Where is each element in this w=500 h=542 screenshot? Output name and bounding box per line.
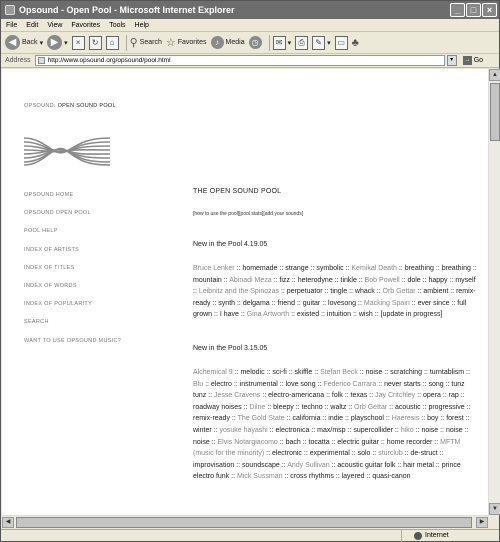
artist-link[interactable]: Andy Sullivan bbox=[287, 461, 330, 469]
title-link[interactable]: instrumental bbox=[239, 380, 278, 388]
artist-link[interactable]: Leibnitz and the Spinozas bbox=[198, 288, 280, 296]
artist-link[interactable]: Federico Carrara bbox=[323, 380, 377, 388]
title-link[interactable]: home recorder bbox=[386, 438, 433, 446]
title-link[interactable]: california bbox=[292, 415, 321, 423]
title-link[interactable]: noise bbox=[421, 426, 439, 434]
title-link[interactable]: scratching bbox=[390, 368, 423, 376]
title-link[interactable]: heterodyne bbox=[297, 276, 333, 284]
title-link[interactable]: breathing bbox=[404, 265, 434, 272]
title-link[interactable]: de-struct bbox=[410, 450, 438, 458]
title-link[interactable]: intuition bbox=[326, 311, 352, 319]
title-link[interactable]: techno bbox=[301, 403, 323, 411]
security-zone bbox=[401, 530, 449, 542]
title-link[interactable]: delgama bbox=[242, 299, 270, 307]
forward-button[interactable] bbox=[47, 35, 68, 50]
close-button[interactable]: × bbox=[482, 3, 497, 17]
title-link[interactable]: breathing bbox=[441, 265, 471, 272]
title-link[interactable]: ever since bbox=[417, 299, 450, 307]
title-link[interactable]: melodic bbox=[240, 368, 265, 376]
artist-link[interactable]: Stefan Beck bbox=[320, 368, 358, 376]
title-link[interactable]: electro-americana bbox=[268, 392, 325, 400]
hscroll-thumb[interactable] bbox=[16, 517, 472, 528]
back-label: Back bbox=[22, 39, 38, 46]
print-button[interactable] bbox=[295, 36, 308, 50]
title-link[interactable]: electric guitar bbox=[337, 438, 380, 446]
vertical-scrollbar[interactable] bbox=[488, 69, 500, 515]
forward-arrow-icon: ▶ bbox=[47, 35, 62, 50]
window-controls bbox=[450, 3, 497, 17]
media-button[interactable] bbox=[211, 36, 245, 49]
link-how-to-use[interactable]: [how to use the pool] bbox=[193, 211, 240, 217]
discuss-icon: ▭ bbox=[335, 36, 348, 50]
title-link[interactable]: perpetuator bbox=[286, 288, 323, 296]
title-link[interactable]: acoustic bbox=[394, 403, 421, 411]
title-link[interactable]: turntablism bbox=[429, 368, 465, 376]
menu-favorites[interactable]: Favorites bbox=[71, 22, 101, 29]
artist-link[interactable]: Macking Spain bbox=[363, 299, 410, 307]
title-link[interactable]: song bbox=[428, 380, 444, 388]
stop-button[interactable] bbox=[72, 36, 85, 50]
nav-want-to-use[interactable]: WANT TO USE OPSOUND MUSIC? bbox=[24, 337, 122, 344]
title-link[interactable]: bleepy bbox=[273, 403, 294, 411]
maximize-button[interactable]: □ bbox=[466, 3, 481, 17]
history-icon: ◷ bbox=[249, 36, 262, 49]
nav-index-words[interactable]: INDEX OF WORDS bbox=[24, 282, 77, 289]
artist-link[interactable]: Kemikal Death bbox=[351, 265, 397, 272]
menu-edit[interactable]: Edit bbox=[26, 22, 39, 29]
horizontal-scrollbar[interactable] bbox=[2, 515, 488, 528]
title-link[interactable]: opera bbox=[422, 392, 441, 400]
ie-icon bbox=[5, 5, 15, 15]
title-link[interactable]: indie bbox=[328, 415, 344, 423]
refresh-button[interactable] bbox=[89, 36, 102, 50]
artist-link[interactable]: Bruce Lenker bbox=[193, 265, 235, 272]
title-link[interactable]: myself bbox=[455, 276, 476, 284]
title-link[interactable]: bach bbox=[285, 438, 301, 446]
artist-link[interactable]: Elvis Notargiacomo bbox=[217, 438, 278, 446]
nav-opsound-home[interactable]: OPSOUND HOME bbox=[24, 192, 74, 198]
refresh-icon: ↻ bbox=[89, 36, 102, 50]
nav-search[interactable]: SEARCH bbox=[24, 319, 49, 326]
title-link[interactable]: never starts bbox=[384, 380, 421, 388]
title-link[interactable]: electro bbox=[210, 380, 232, 388]
artist-link[interactable]: yosuke hayashi bbox=[219, 426, 268, 434]
artist-link[interactable]: MFTM (music for the minority) bbox=[193, 438, 461, 458]
title-link[interactable]: electronica bbox=[275, 426, 310, 434]
title-link[interactable]: strange bbox=[285, 265, 309, 272]
title-link[interactable]: playschool bbox=[350, 415, 384, 423]
title-link[interactable]: solo bbox=[357, 450, 371, 458]
toolbar-separator bbox=[269, 35, 270, 51]
artist-link[interactable]: Orb Gettar bbox=[354, 403, 388, 411]
brand-prefix: OPSOUND: bbox=[24, 103, 56, 109]
address-input[interactable] bbox=[35, 55, 445, 66]
title-link[interactable]: tinkle bbox=[340, 276, 357, 284]
toolbar bbox=[1, 32, 499, 54]
address-bar bbox=[1, 54, 499, 68]
title-link[interactable]: layered bbox=[341, 473, 365, 481]
media-label: Media bbox=[225, 39, 245, 46]
media-icon: ♪ bbox=[211, 36, 224, 49]
brand-name: OPEN SOUND POOL bbox=[57, 103, 116, 109]
title-link[interactable]: progressive bbox=[428, 403, 465, 411]
go-button[interactable] bbox=[463, 56, 483, 65]
status-bar bbox=[1, 529, 499, 541]
title-link[interactable]: existed bbox=[296, 311, 320, 319]
nav-open-pool[interactable]: OPSOUND OPEN POOL bbox=[24, 210, 91, 217]
scroll-right-button[interactable]: ▶ bbox=[476, 517, 488, 528]
page-content bbox=[2, 69, 488, 515]
artist-link[interactable]: Abinadi Meza bbox=[229, 276, 272, 284]
title-link[interactable]: remix-ready bbox=[193, 415, 230, 423]
title-link[interactable]: max/msp bbox=[317, 426, 346, 434]
menu-tools[interactable]: Tools bbox=[109, 22, 126, 29]
artist-link[interactable]: Mick Sussman bbox=[236, 473, 283, 481]
artist-link[interactable]: Haeresis bbox=[391, 415, 420, 423]
artist-link[interactable]: hiko bbox=[400, 426, 414, 434]
address-label: Address bbox=[5, 57, 31, 64]
main-content bbox=[193, 188, 478, 483]
entry-list: Alchemical 9 :: melodic :: sci-fi :: skiffle :: Stefan Beck :: noise :: scratching :: turntablism :: Blu :: electro :: instrumental :: love song :: Federico Carrara :: never starts :: song :: tunz tunz :: Jesse Cravens :: electro-americana :: folk :: texas :: Jay Critchley :: opera :: rap :: roadway noises :: Dilne :: bleepy :: techno :: waltz :: Orb Gettar :: acoustic :: progressive :: remix-ready :: The Gold State :: california :: indie :: playschool :: Haeresis :: boy :: forest :: winter :: yosuke hayashi :: electronica :: max/msp :: supercollider :: hiko :: noise :: noise :: noise :: Elvis Notargiacomo :: bach :: tocatta :: electric guitar :: home recorder :: MFTM (music for the minority) :: electronic :: experimental :: solo :: sturclub :: de-struct :: improvisation :: soundscape :: Andy Sullivan :: acoustic guitar folk :: hair metal :: prince electro funk :: Mick Sussman :: cross rhythms :: layered :: quasi-canon bbox=[193, 368, 471, 481]
title-link[interactable]: noise bbox=[365, 368, 383, 376]
go-label: Go bbox=[473, 57, 484, 64]
toolbar-separator bbox=[126, 35, 127, 51]
title-link[interactable]: folk bbox=[331, 392, 343, 400]
title-bar[interactable] bbox=[1, 1, 499, 19]
title-link[interactable]: noise bbox=[193, 438, 210, 446]
title-link[interactable]: lovesong bbox=[328, 299, 357, 307]
stop-icon: × bbox=[72, 36, 85, 50]
scroll-thumb[interactable] bbox=[490, 83, 500, 141]
link-pool-stats[interactable]: [pool stats] bbox=[239, 211, 264, 217]
menu-view[interactable]: View bbox=[47, 22, 63, 29]
title-link[interactable]: synth bbox=[218, 299, 236, 307]
scroll-up-button[interactable]: ▲ bbox=[489, 69, 500, 81]
entry-list: Bruce Lenker :: homemade :: strange :: symbolic :: Kemikal Death :: breathing :: breathing :: mountain :: Abinadi Meza :: fizz :: heterodyne :: tinkle :: Bob Powell :: dole :: happy :: myself :: Leibnitz and the Spinozas :: perpetuator :: tingle :: whack :: Orb Gettar :: ambient :: remix-ready :: synth :: delgama :: friend :: guitar :: lovesong :: Macking Spain :: ever since :: full grown :: I have :: Gina Artworth :: existed :: intuition :: wish :: [update in progress] bbox=[193, 265, 477, 319]
favorites-label: Favorites bbox=[177, 39, 207, 46]
search-icon: ⚲ bbox=[129, 37, 138, 49]
title-link[interactable]: [update in progress] bbox=[380, 311, 443, 319]
scroll-left-button[interactable]: ◀ bbox=[2, 517, 14, 528]
title-link[interactable]: electronic bbox=[271, 450, 302, 458]
chevron-down-icon: ▾ bbox=[327, 39, 331, 47]
title-link[interactable]: boy bbox=[427, 415, 439, 423]
title-link[interactable]: tunz tunz bbox=[193, 380, 465, 400]
title-link[interactable]: prince electro funk bbox=[193, 461, 461, 481]
back-button[interactable] bbox=[5, 35, 43, 50]
star-icon: ☆ bbox=[165, 37, 176, 49]
title-link[interactable]: love song bbox=[285, 380, 316, 388]
search-button[interactable] bbox=[130, 36, 162, 49]
address-dropdown[interactable]: ▾ bbox=[447, 55, 457, 66]
title-link[interactable]: experimental bbox=[309, 450, 350, 458]
chevron-down-icon: ▾ bbox=[287, 39, 292, 47]
site-nav bbox=[24, 192, 121, 356]
menu-bar bbox=[1, 19, 499, 32]
title-link[interactable]: guitar bbox=[302, 299, 321, 307]
artist-link[interactable]: Bob Powell bbox=[364, 276, 400, 284]
artist-link[interactable]: The Gold State bbox=[237, 415, 285, 423]
chevron-down-icon: ▾ bbox=[64, 39, 68, 47]
artist-link[interactable]: Jesse Cravens bbox=[214, 392, 261, 400]
title-link[interactable]: ambient bbox=[423, 288, 449, 296]
title-link[interactable]: soundscape bbox=[242, 461, 280, 469]
discuss-button[interactable] bbox=[335, 36, 348, 50]
messenger-icon: ♣ bbox=[351, 36, 359, 49]
artist-link[interactable]: Dilne bbox=[249, 403, 266, 411]
zone-label: Internet bbox=[425, 532, 449, 539]
section-heading: New in the Pool 4.19.05 bbox=[193, 241, 268, 248]
minimize-button[interactable]: _ bbox=[450, 3, 465, 17]
title-link[interactable]: texas bbox=[350, 392, 368, 400]
section-heading: New in the Pool 3.15.05 bbox=[193, 344, 268, 352]
title-link[interactable]: hair metal bbox=[403, 461, 434, 469]
menu-help[interactable]: Help bbox=[134, 22, 149, 29]
favorites-button[interactable] bbox=[166, 36, 207, 49]
mail-button[interactable] bbox=[273, 36, 292, 50]
site-brand bbox=[24, 103, 116, 109]
messenger-button[interactable] bbox=[352, 37, 359, 49]
title-link[interactable]: homemade bbox=[242, 265, 278, 272]
title-link[interactable]: tocatta bbox=[308, 438, 330, 446]
nav-index-artists[interactable]: INDEX OF ARTISTS bbox=[24, 246, 80, 253]
artist-link[interactable]: Alchemical 9 bbox=[193, 368, 233, 376]
scroll-down-button[interactable]: ▼ bbox=[489, 503, 500, 515]
title-link[interactable]: skiffle bbox=[294, 368, 313, 376]
section-3-15-05 bbox=[193, 345, 478, 483]
title-link[interactable]: noise bbox=[445, 426, 463, 434]
home-icon: ⌂ bbox=[106, 36, 119, 50]
title-link[interactable]: acoustic guitar folk bbox=[337, 461, 396, 469]
artist-link[interactable]: Orb Gettar bbox=[382, 288, 416, 296]
page-title: THE OPEN SOUND POOL bbox=[193, 188, 282, 195]
title-link[interactable]: roadway noises bbox=[193, 403, 242, 411]
artist-link[interactable]: sturclub bbox=[378, 450, 403, 458]
edit-icon: ✎ bbox=[312, 36, 325, 50]
artist-link[interactable]: Jay Critchley bbox=[375, 392, 416, 400]
history-button[interactable] bbox=[249, 36, 262, 49]
title-link[interactable]: friend bbox=[277, 299, 295, 307]
title-link[interactable]: wish bbox=[358, 311, 373, 319]
edit-button[interactable] bbox=[312, 36, 331, 50]
chevron-down-icon: ▾ bbox=[39, 39, 44, 47]
title-link[interactable]: remix-ready bbox=[193, 288, 476, 307]
page-icon bbox=[38, 57, 45, 64]
title-link[interactable]: tingle bbox=[330, 288, 348, 296]
title-link[interactable]: sci-fi bbox=[272, 368, 287, 376]
title-link[interactable]: improvisation bbox=[193, 461, 235, 469]
address-url: http://www.opsound.org/opsound/pool.html bbox=[47, 57, 171, 64]
home-button[interactable] bbox=[106, 36, 119, 50]
search-label: Search bbox=[139, 39, 162, 46]
opsound-logo bbox=[24, 135, 110, 167]
nav-index-popularity[interactable]: INDEX OF POPULARITY bbox=[24, 301, 93, 308]
title-link[interactable]: winter bbox=[193, 426, 212, 434]
title-link[interactable]: mountain bbox=[193, 276, 222, 284]
title-link[interactable]: supercollider bbox=[353, 426, 394, 434]
pool-links bbox=[193, 211, 478, 217]
title-link[interactable]: waltz bbox=[330, 403, 347, 411]
window-title: Opsound - Open Pool - Microsoft Internet Explorer bbox=[19, 5, 235, 15]
mail-icon: ✉ bbox=[273, 36, 286, 50]
title-link[interactable]: whack bbox=[354, 288, 375, 296]
title-link[interactable]: full grown bbox=[193, 299, 467, 319]
title-link[interactable]: I have bbox=[219, 311, 239, 319]
title-link[interactable]: symbolic bbox=[316, 265, 344, 272]
print-icon: ⎙ bbox=[295, 36, 308, 50]
back-arrow-icon: ◀ bbox=[5, 35, 20, 50]
go-arrow-icon: → bbox=[464, 57, 471, 63]
title-link[interactable]: happy bbox=[428, 276, 448, 284]
section-4-19-05 bbox=[193, 241, 478, 321]
title-link[interactable]: rap bbox=[448, 392, 459, 400]
nav-index-titles[interactable]: INDEX OF TITLES bbox=[24, 264, 75, 271]
title-link[interactable]: forest bbox=[446, 415, 464, 423]
artist-link[interactable]: Blu bbox=[193, 380, 204, 388]
link-add-sounds[interactable]: [add your sounds] bbox=[263, 211, 304, 217]
title-link[interactable]: quasi-canon bbox=[372, 473, 411, 481]
globe-icon bbox=[414, 532, 422, 540]
title-link[interactable]: dole bbox=[407, 276, 421, 284]
menu-file[interactable]: File bbox=[6, 22, 18, 29]
title-link[interactable]: cross rhythms bbox=[290, 473, 334, 481]
nav-pool-help[interactable]: POOL HELP bbox=[24, 228, 58, 235]
title-link[interactable]: fizz bbox=[279, 276, 290, 284]
artist-link[interactable]: Gina Artworth bbox=[246, 311, 290, 319]
